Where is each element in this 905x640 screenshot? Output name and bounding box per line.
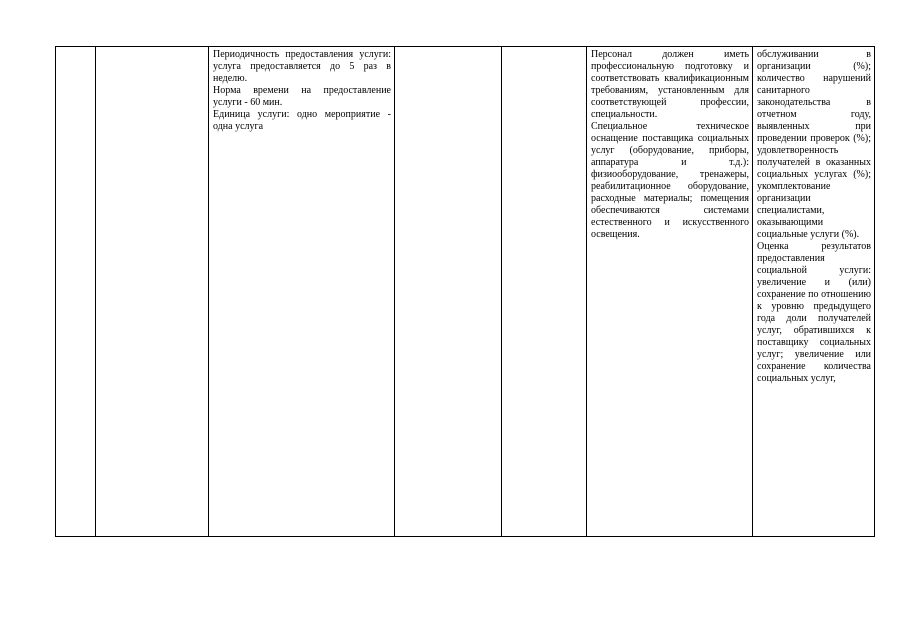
staff-requirements-text: Персонал должен иметь профессиональную подготовку и соответствовать квалификационным требованиям, установленным для соответствующей профессии, специальности. xyxy=(591,49,749,120)
col-periodicity xyxy=(209,47,395,536)
service-unit-text: Единица услуги: одно мероприятие - одна услуга xyxy=(213,109,391,132)
time-norm-text: Норма времени на предоставление услуги - 60 мин. xyxy=(213,85,391,108)
periodicity-text: Периодичность предоставления услуги: услуга предоставляется до 5 раз в неделю. xyxy=(213,49,391,84)
col-number xyxy=(56,47,96,536)
results-evaluation-text: Оценка результатов предоставления социальной услуги: увеличение и (или) сохранение по отношению к уровню предыдущего года доли получателей услуг, обратившихся к поставщику социальных услуг; увеличение или сохранение количества социальных услуг, xyxy=(757,241,871,384)
col-indicators xyxy=(753,47,874,536)
equipment-text: Специальное техническое оснащение поставщика социальных услуг (оборудование, приборы, аппаратура и т.д.): физиооборудование, тренажеры, реабилитационное оборудование, расходные материалы; помещения обеспечиваются системами естественного и искусственного освещения. xyxy=(591,121,749,240)
col-cost xyxy=(502,47,587,536)
indicators-cell xyxy=(753,47,874,385)
quality-indicators-text: обслуживании в организации (%); количество нарушений санитарного законодательства в отчетном году, выявленных при проведении проверок (%); удовлетворенность получателей в оказанных социальных услугах (%); укомплектование организации специалистами, оказывающими социальные услуги (%). xyxy=(757,49,871,240)
periodicity-cell xyxy=(209,47,394,133)
col-conditions xyxy=(587,47,753,536)
conditions-cell xyxy=(587,47,752,241)
col-service-name xyxy=(96,47,209,536)
service-standards-table xyxy=(55,46,875,537)
col-terms xyxy=(395,47,502,536)
